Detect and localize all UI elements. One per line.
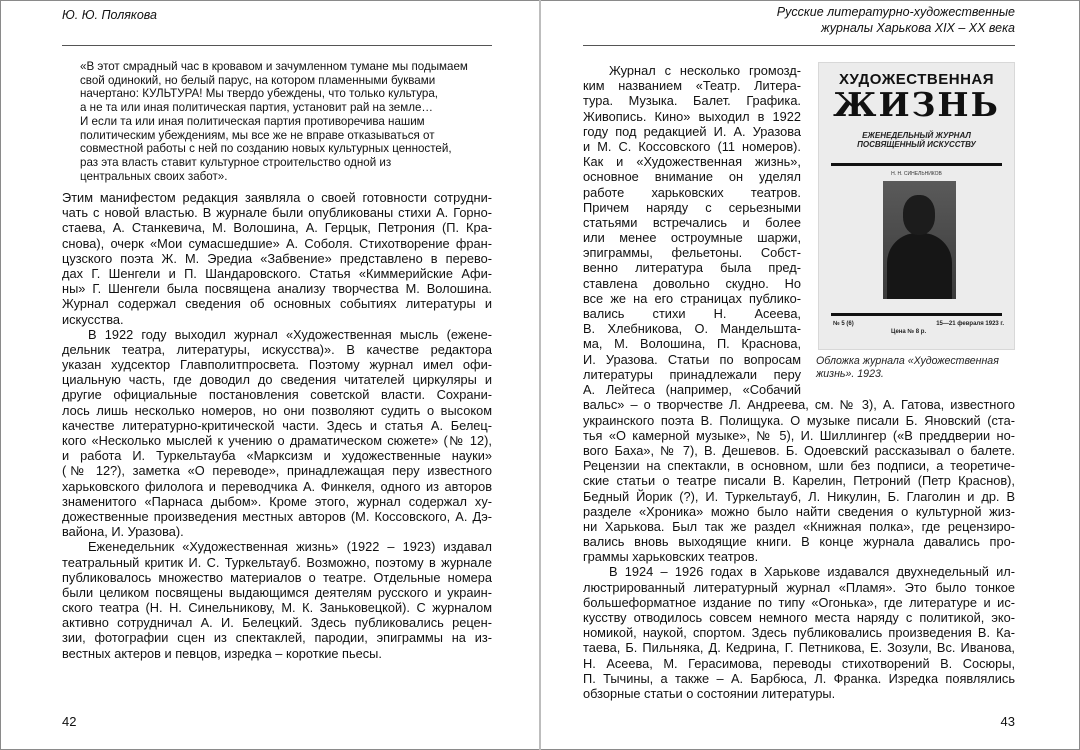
text-line: цузского поэта Ж. М. Эредиа «Забвение» представлено в перево- (62, 250, 492, 266)
text-line: ны» Г. Шенгели была посвящена анализу творчества М. Волошина. (62, 281, 492, 297)
text-line: тура. Музыка. Балет. Графика. (583, 93, 801, 109)
text-line: ни Харькова. Был так же раздел «Книжная полка», где рецензиро- (583, 518, 1015, 534)
quote-line: а не та или иная политическая партия, установит рай на земле… (80, 101, 434, 115)
cover-issue: № 5 (6) (833, 321, 854, 327)
text-line: чать с новой властью. В журнале были опубликованы стихи А. Горно- (62, 205, 492, 221)
running-header-title (777, 4, 1015, 36)
text-line: ского театра (Н. Н. Синельникову, М. К. Заньковецкой). С журналом (62, 600, 492, 616)
text-line: работе харьковских театров. (583, 184, 801, 200)
text-line: В. Хлебникова, О. Мандельшта- (583, 321, 801, 337)
text-line: Журнал содержал сведения об основных событиях литературы и (62, 296, 492, 312)
left-page-body (62, 190, 492, 661)
portrait-body (887, 233, 952, 299)
quote-line: начертано: КУЛЬТУРА! Мы твердо убеждены, что только культура, (80, 87, 439, 101)
header-title-line1: Русские литературно-художественные (776, 5, 1015, 19)
text-line: стаева, А. Станкевича, М. Волошина, А. Герцык, Петрония (П. Кра- (62, 220, 492, 236)
book-spine (539, 0, 541, 750)
header-title-line2: журналы Харькова XIX – XX века (821, 21, 1015, 35)
cover-title-1: ХУДОЖЕСТВЕННАЯ (838, 71, 995, 88)
text-line: вались стихи Н. Асеева, (583, 306, 801, 321)
text-line: ские статьи о театре писали В. Карелин, Петроний (Петр Краснов), (583, 473, 1015, 489)
text-line: вайона, И. Уразова). (62, 524, 184, 540)
text-line: таева, Б. Пильняка, Д. Кедрина, Г. Петникова, Е. Зозули, Вс. Иванова, (583, 640, 1015, 656)
text-line: тья «О камерной музыке», № 5), И. Шиллингер («В преддверии но- (583, 427, 1015, 443)
text-line: снова), очерк «Мои сумасшедшие» А. Соболя. Стихотворение фран- (62, 235, 492, 251)
text-line: большеформатное издание по типу «Огонька», где литературе и ис- (583, 594, 1015, 610)
right-page-wrap-column (583, 63, 801, 397)
cover-portrait-name: Н. Н. СИНЕЛЬНИКОВ (891, 171, 942, 177)
text-line: другие официальные постановления советской власти. Сохрани- (62, 387, 492, 403)
text-line: качестве литературно-критической части. Здесь и статья А. Белец- (62, 417, 492, 433)
text-line: Бедный Йорик (?), И. Туркельтауб, Л. Никулин, Б. Глаголин и др. В (583, 488, 1015, 504)
text-line: дельник театра, литературы, искусства)». В качестве редактора (62, 341, 492, 357)
page-number-left: 42 (62, 714, 77, 729)
text-line: были целиком посвящены выдающимся деятелям русского и украин- (62, 584, 492, 600)
text-line: Еженедельник «Художественная жизнь» (1922 – 1923) издавал (88, 539, 492, 555)
quote-line: раз эта власть ставит культурное строительство одной из (80, 155, 392, 169)
text-line: венно литература была пред- (583, 260, 801, 276)
quote-line: свой одинокий, но белый парус, на котором пламенными буквами (80, 73, 436, 87)
text-line: лось лишь несколько номеров, но они позволяют судить о высоком (62, 402, 492, 418)
text-line: И. Уразова. Статьи по вопросам (583, 351, 801, 367)
text-line: ким названием «Театр. Литера- (583, 78, 801, 94)
text-line: Причем наряду с серьезными (583, 199, 801, 215)
header-rule-left (62, 45, 492, 46)
text-line: дожественные произведения местных авторов (М. Коссовского, А. Дэ- (62, 508, 492, 524)
header-rule-right (583, 45, 1015, 46)
text-line: эпиграммы, фельетоны. Собст- (583, 245, 801, 261)
text-line: люстрированный литературный журнал «Пламя». Это было тонкое (583, 579, 1015, 595)
quote-line: политическим убеждениям, мы все же не вправе отказываться от (80, 128, 435, 142)
cover-price: Цена № 8 р. (891, 329, 927, 335)
text-line: А. Лейтеса (например, «Собачий (583, 381, 801, 397)
text-line: статьями встречались и более (583, 214, 801, 230)
quote-line: совместной работы с ней по созданию новых культурных ценностей, (80, 142, 452, 156)
text-line: харьковского филолога и переводчика А. Финкеля, одного из авторов (62, 478, 492, 494)
text-line: В 1924 – 1926 годах в Харькове издавался двухнедельный ил- (609, 564, 1015, 580)
text-line: граммы харьковских театров. (583, 549, 759, 565)
text-line: зии, фотографии сцен из спектаклей, пародии, эпиграммы на из- (62, 630, 492, 646)
text-line: Журнал с несколько громозд- (609, 63, 801, 78)
portrait-head (903, 195, 935, 235)
text-line: литературы принадлежали перу (583, 366, 801, 382)
text-line: В 1922 году выходил журнал «Художественная мысль (еженe- (88, 326, 492, 342)
text-line: театральный критик И. С. Туркельтауб. Возможно, поэтому в журнале (62, 554, 492, 570)
text-line: и работа И. Туркельтауба «Марксизм и художественные науки» (62, 448, 492, 464)
text-line: разделе «Хроника» можно было найти сведения о культурной жиз- (583, 503, 1015, 519)
text-line: вестных актеров и певцов, изредка – короткие пьесы. (62, 645, 382, 661)
cover-rule (831, 163, 1002, 166)
cover-title-2: ЖИЗНЬ (833, 85, 1000, 124)
text-line: искусства. (62, 311, 124, 327)
text-line: году под редакцией И. А. Уразова (583, 123, 801, 139)
text-line: дах Г. Шенгели и П. Шандаровского. Статья «Киммерийские Афи- (62, 265, 492, 281)
text-line: (№ 12?), заметка «О переводе», принадлежащая перу известного (62, 463, 492, 479)
text-line: циальную часть, где доводил до сведения читателей циркуляры и (62, 372, 492, 388)
text-line: Живопись. Кино» выходил в 1922 (583, 108, 801, 124)
text-line: Этим манифестом редакция заявляла о своей готовности сотрудни- (62, 190, 492, 205)
text-line: активно сотрудничал А. И. Белецкий. Здесь публиковались рецен- (62, 615, 492, 631)
cover-subtitle: ЕЖЕНЕДЕЛЬНЫЙ ЖУРНАЛ ПОСВЯЩЕННЫЙ ИСКУССТВУ (857, 131, 976, 149)
text-line: ма, М. Волошина, П. Краснова, (583, 336, 801, 352)
quote-line: И если та или иная политическая партия противоречива нашим (80, 114, 425, 128)
text-line: обзорные статьи о состоянии литературы. (583, 685, 836, 701)
text-line: вались вновь выходящие книги. В конце журнала давались про- (583, 534, 1015, 550)
quote-line: центральных своих забот». (80, 169, 228, 183)
text-line: публиковалось множество материалов о театре. Отдельные номера (62, 569, 492, 585)
text-line: и М. С. Коссовского (11 номеров). (583, 138, 801, 154)
text-line: или менее остроумные шаржи, (583, 230, 801, 246)
right-page-body (583, 397, 1015, 701)
text-line: ставлена довольно скудно. Но (583, 275, 801, 291)
text-line: все же на его страницах публико- (583, 290, 801, 306)
caption-line: Обложка журнала «Художественная (816, 355, 999, 367)
text-line: кусству отводилось совсем немного места наряду с политикой, эко- (583, 610, 1015, 626)
caption-line: жизнь». 1923. (816, 367, 884, 380)
text-line: Рецензии на спектакли, в основном, шли без подписи, а теоретиче- (583, 458, 1015, 474)
quote-line: «В этот смрадный час в кровавом и зачумленном тумане мы подымаем (80, 60, 468, 73)
text-line: основное внимание он уделял (583, 169, 801, 185)
magazine-cover-image (818, 62, 1015, 350)
figure-caption (816, 355, 1021, 380)
running-header-author: Ю. Ю. Полякова (62, 8, 157, 22)
text-line: указан худсектор Главполитпросвета. Поэтому журнал имел офи- (62, 357, 492, 373)
text-line: Как и «Художественная жизнь», (583, 154, 801, 170)
cover-date: 15—21 февраля 1923 г. (936, 321, 1004, 327)
cover-portrait-photo (883, 181, 956, 299)
epigraph-quote (80, 60, 500, 183)
text-line: П. Тычины, а также – А. Барбюса, Л. Франка. Изредка появлялись (583, 670, 1015, 686)
text-line: вого Баха», № 7), В. Дешевов. Б. Одоевский рассказывал о балете. (583, 442, 1015, 458)
text-line: знаменитого «Парнаса дыбом». Кроме этого, журнал содержал ху- (62, 493, 492, 509)
text-line: кого «Несколько мыслей к учению о драматическом сюжете» (№ 12), (62, 433, 492, 448)
text-line: Н. Асеева, М. Герасимова, переводы стихотворений В. Сосюры, (583, 655, 1015, 671)
text-line: украинского поэта В. Полищука. О музыке писали Б. Яновский (ста- (583, 412, 1015, 428)
page-number-right: 43 (1000, 714, 1015, 729)
text-line: вальс» – о творчестве Л. Андреева, см. № 3), А. Гатова, известного (583, 397, 1015, 413)
cover-rule (831, 313, 1002, 316)
text-line: номикой, наукой, спортом. Здесь публиковались произведения В. Ка- (583, 625, 1015, 641)
